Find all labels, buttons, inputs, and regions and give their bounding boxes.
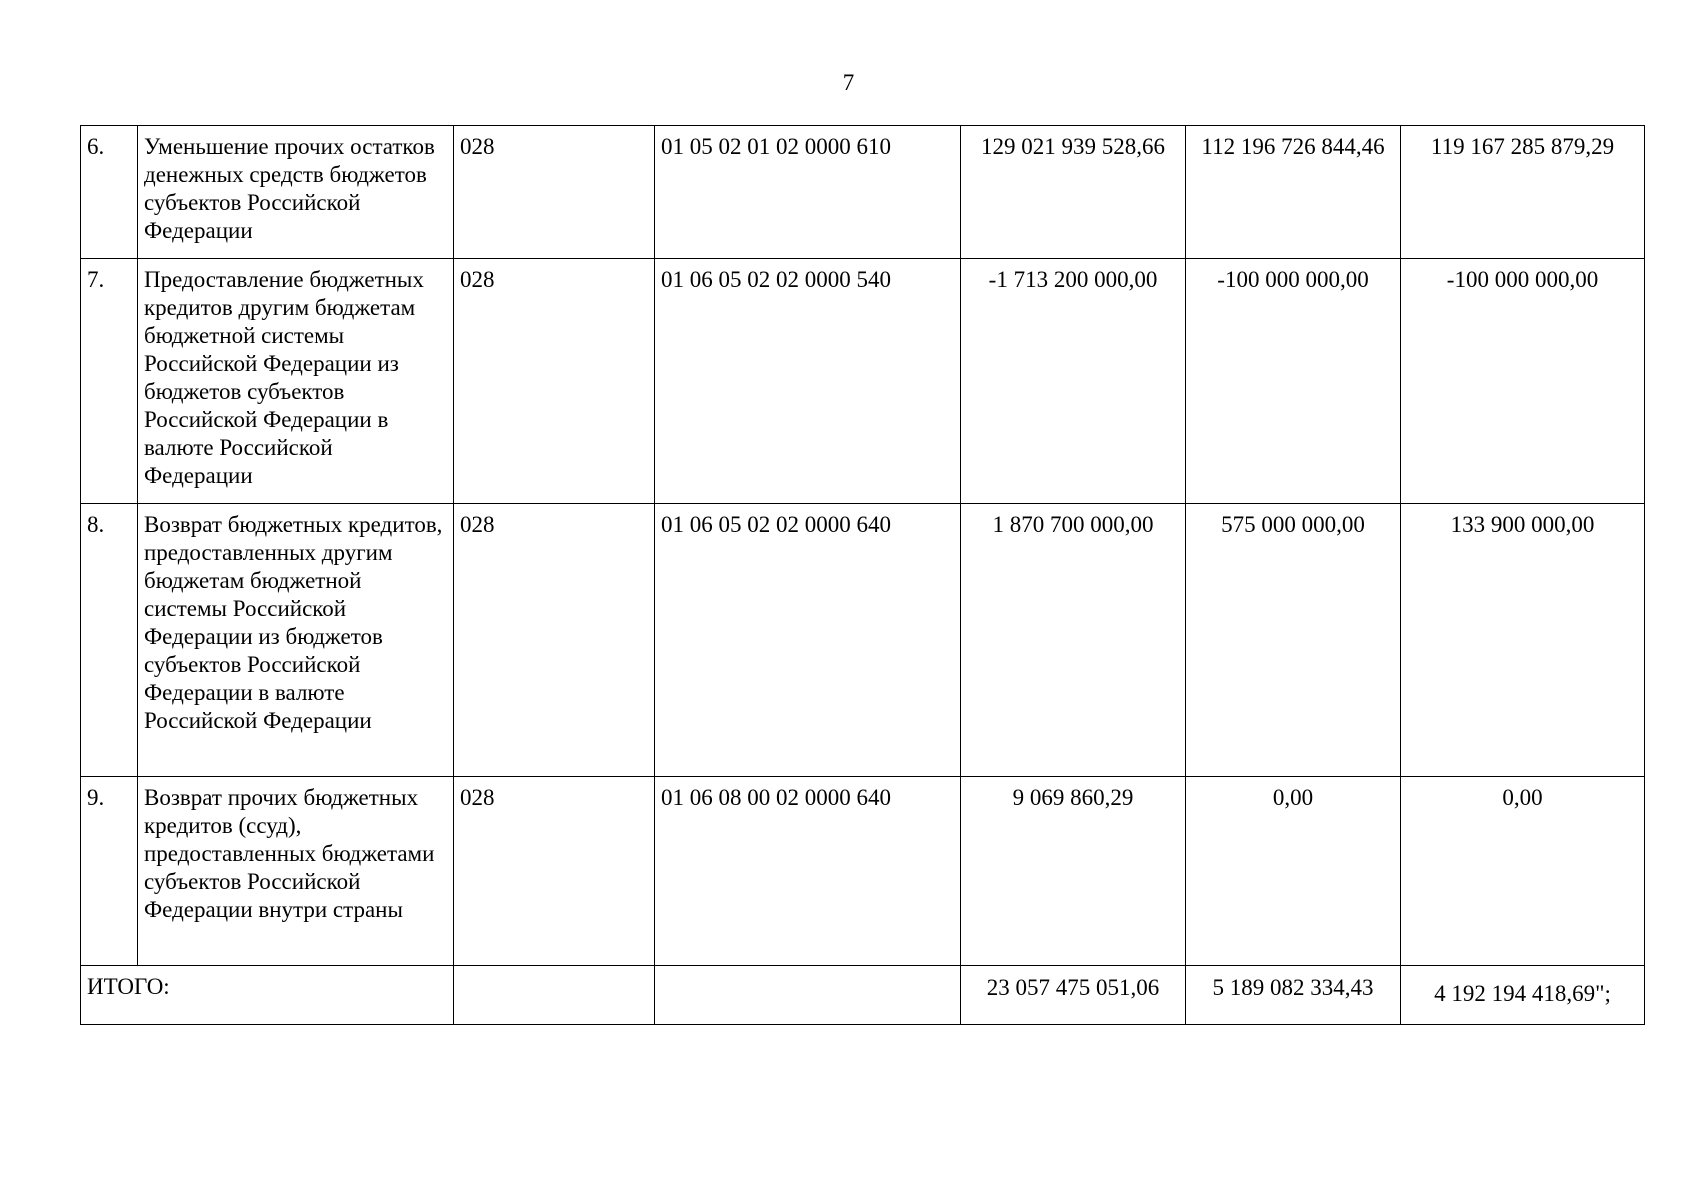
row-number: 7. [81,259,138,504]
table-row [81,126,1645,259]
total-value-3: 4 192 194 418,69"; [1401,966,1645,1025]
row-value-1: -1 713 200 000,00 [961,259,1186,504]
row-name: Возврат бюджетных кредитов, предоставленных другим бюджетам бюджетной системы Российской Федерации из бюджетов субъектов Российской Федерации в валюте Российской Федерации [138,504,454,777]
row-value-1: 9 069 860,29 [961,777,1186,966]
total-code-empty [655,966,961,1025]
row-value-3: 119 167 285 879,29 [1401,126,1645,259]
row-value-3: -100 000 000,00 [1401,259,1645,504]
row-value-2: -100 000 000,00 [1186,259,1401,504]
row-value-2: 0,00 [1186,777,1401,966]
row-number: 8. [81,504,138,777]
row-budget-code: 01 06 05 02 02 0000 540 [655,259,961,504]
row-number: 6. [81,126,138,259]
row-admin-code: 028 [454,259,655,504]
row-value-3: 0,00 [1401,777,1645,966]
row-name: Уменьшение прочих остатков денежных средств бюджетов субъектов Российской Федерации [138,126,454,259]
page-number: 7 [842,70,855,95]
row-name: Возврат прочих бюджетных кредитов (ссуд), предоставленных бюджетами субъектов Российской Федерации внутри страны [138,777,454,966]
total-row [81,966,1645,1025]
total-admin-empty [454,966,655,1025]
row-value-1: 1 870 700 000,00 [961,504,1186,777]
row-budget-code: 01 06 08 00 02 0000 640 [655,777,961,966]
row-budget-code: 01 05 02 01 02 0000 610 [655,126,961,259]
table-row [81,259,1645,504]
row-admin-code: 028 [454,504,655,777]
row-value-2: 112 196 726 844,46 [1186,126,1401,259]
total-value-2: 5 189 082 334,43 [1186,966,1401,1025]
row-budget-code: 01 06 05 02 02 0000 640 [655,504,961,777]
row-name: Предоставление бюджетных кредитов другим бюджетам бюджетной системы Российской Федерации из бюджетов субъектов Российской Федерации в валюте Российской Федерации [138,259,454,504]
row-admin-code: 028 [454,777,655,966]
row-value-1: 129 021 939 528,66 [961,126,1186,259]
table-row [81,777,1645,966]
row-value-2: 575 000 000,00 [1186,504,1401,777]
row-admin-code: 028 [454,126,655,259]
table-row [81,504,1645,777]
row-value-3: 133 900 000,00 [1401,504,1645,777]
sources-financing-table [80,125,1645,1025]
total-value-1: 23 057 475 051,06 [961,966,1186,1025]
row-number: 9. [81,777,138,966]
total-label: ИТОГО: [81,966,454,1025]
